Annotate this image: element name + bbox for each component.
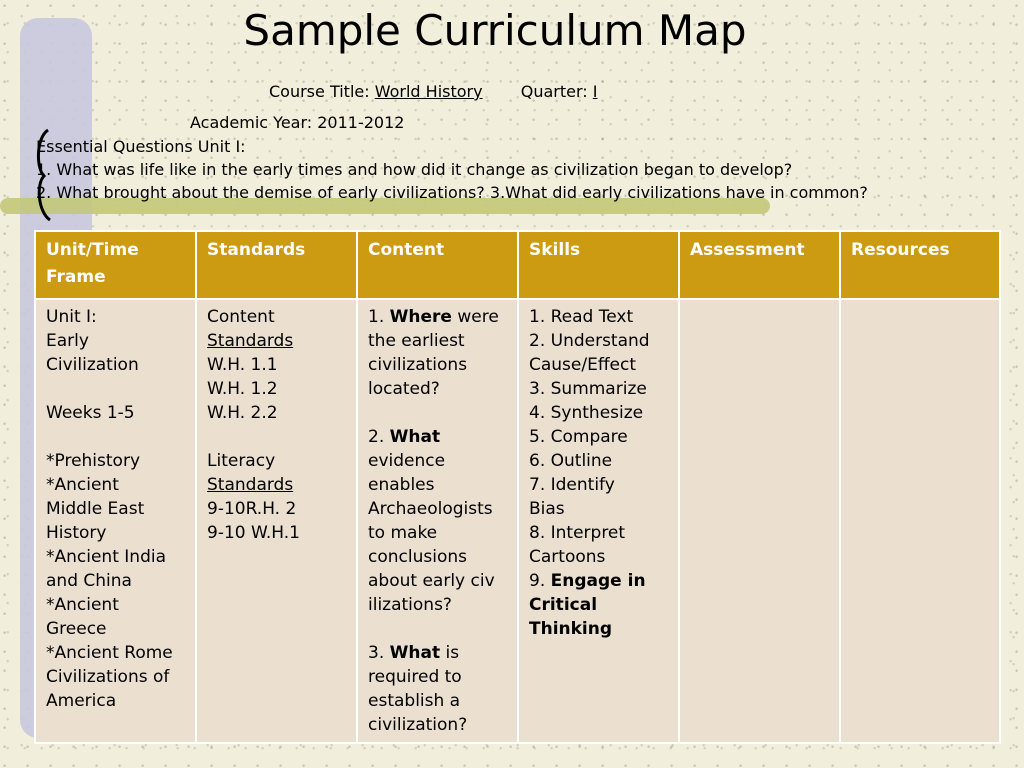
content-standards-label: Content xyxy=(207,307,275,327)
skill-line: Critical xyxy=(529,595,598,615)
header-unit-time-frame: Unit/Time Frame xyxy=(35,231,196,299)
header-content: Content xyxy=(357,231,518,299)
skill-line: 9. Engage in xyxy=(529,571,646,591)
unit-line: *Prehistory xyxy=(46,451,140,471)
skill-line: Thinking xyxy=(529,619,613,639)
essential-question-1: 1. What was life like in the early times and how did it change as civilization began to develop? xyxy=(36,160,793,179)
resources-cell xyxy=(840,299,1000,743)
skill-line: 8. Interpret xyxy=(529,523,626,543)
essential-question-2: 2. What brought about the demise of early civilizations? 3.What did early civilizations have in common? xyxy=(36,183,868,202)
skill-line: 4. Synthesize xyxy=(529,403,644,423)
unit-line: *Ancient Rome xyxy=(46,643,173,663)
literacy-standards-word: Standards xyxy=(207,475,294,495)
skill-line: Cause/Effect xyxy=(529,355,637,375)
skills-cell xyxy=(518,299,679,743)
unit-line: *Ancient xyxy=(46,475,119,495)
unit-line: Civilization xyxy=(46,355,139,375)
quarter-value: I xyxy=(592,82,598,101)
standard-item: W.H. 1.2 xyxy=(207,379,278,399)
unit-line: History xyxy=(46,523,107,543)
header-standards: Standards xyxy=(196,231,357,299)
skill-line: 1. Read Text xyxy=(529,307,634,327)
course-title-value: World History xyxy=(374,82,483,101)
table-row xyxy=(35,299,1000,743)
standards-cell xyxy=(196,299,357,743)
header-resources: Resources xyxy=(840,231,1000,299)
table-header-row xyxy=(35,231,1000,299)
unit-line: Civilizations of xyxy=(46,667,170,687)
standard-item: W.H. 1.1 xyxy=(207,355,278,375)
standard-item: 9-10R.H. 2 xyxy=(207,499,297,519)
course-info xyxy=(269,82,598,101)
skill-line: 2. Understand xyxy=(529,331,650,351)
literacy-standards-label: Literacy xyxy=(207,451,276,471)
unit-line: *Ancient India xyxy=(46,547,166,567)
skill-line: Bias xyxy=(529,499,565,519)
course-title-label: Course Title: xyxy=(269,82,370,101)
content-cell: 1. Where were the earliest civilizations located? 2. What evidence enables Archaeologists to make conclusions about early civ ilizations? 3. What is required to establish a civilization? xyxy=(357,299,518,743)
unit-line: Early xyxy=(46,331,89,351)
unit-line: Unit I: xyxy=(46,307,97,327)
unit-line: Weeks 1-5 xyxy=(46,403,135,423)
skill-line: 6. Outline xyxy=(529,451,613,471)
header-assessment: Assessment xyxy=(679,231,840,299)
content-standards-word: Standards xyxy=(207,331,294,351)
unit-line xyxy=(46,377,185,401)
unit-line: America xyxy=(46,691,117,711)
page-title: Sample Curriculum Map xyxy=(243,6,747,55)
unit-line: Greece xyxy=(46,619,107,639)
essential-questions xyxy=(36,135,868,204)
content-question-1: 1. Where were xyxy=(368,307,499,327)
curriculum-table xyxy=(34,230,1001,744)
assessment-cell xyxy=(679,299,840,743)
unit-line xyxy=(46,425,185,449)
quarter-label: Quarter: xyxy=(520,82,588,101)
header-skills: Skills xyxy=(518,231,679,299)
unit-line: *Ancient xyxy=(46,595,119,615)
standard-item: 9-10 W.H.1 xyxy=(207,523,300,543)
unit-line: Middle East xyxy=(46,499,145,519)
skill-line: 5. Compare xyxy=(529,427,628,447)
skill-line: Cartoons xyxy=(529,547,606,567)
essential-questions-heading: Essential Questions Unit I: xyxy=(36,137,246,156)
standard-item: W.H. 2.2 xyxy=(207,403,278,423)
skill-line: 3. Summarize xyxy=(529,379,647,399)
unit-line: and China xyxy=(46,571,132,591)
content-question-3: 3. What is xyxy=(368,643,460,663)
skill-line: 7. Identify xyxy=(529,475,615,495)
content-question-2: 2. What xyxy=(368,427,441,447)
unit-cell xyxy=(35,299,196,743)
academic-year: Academic Year: 2011-2012 xyxy=(190,113,405,132)
